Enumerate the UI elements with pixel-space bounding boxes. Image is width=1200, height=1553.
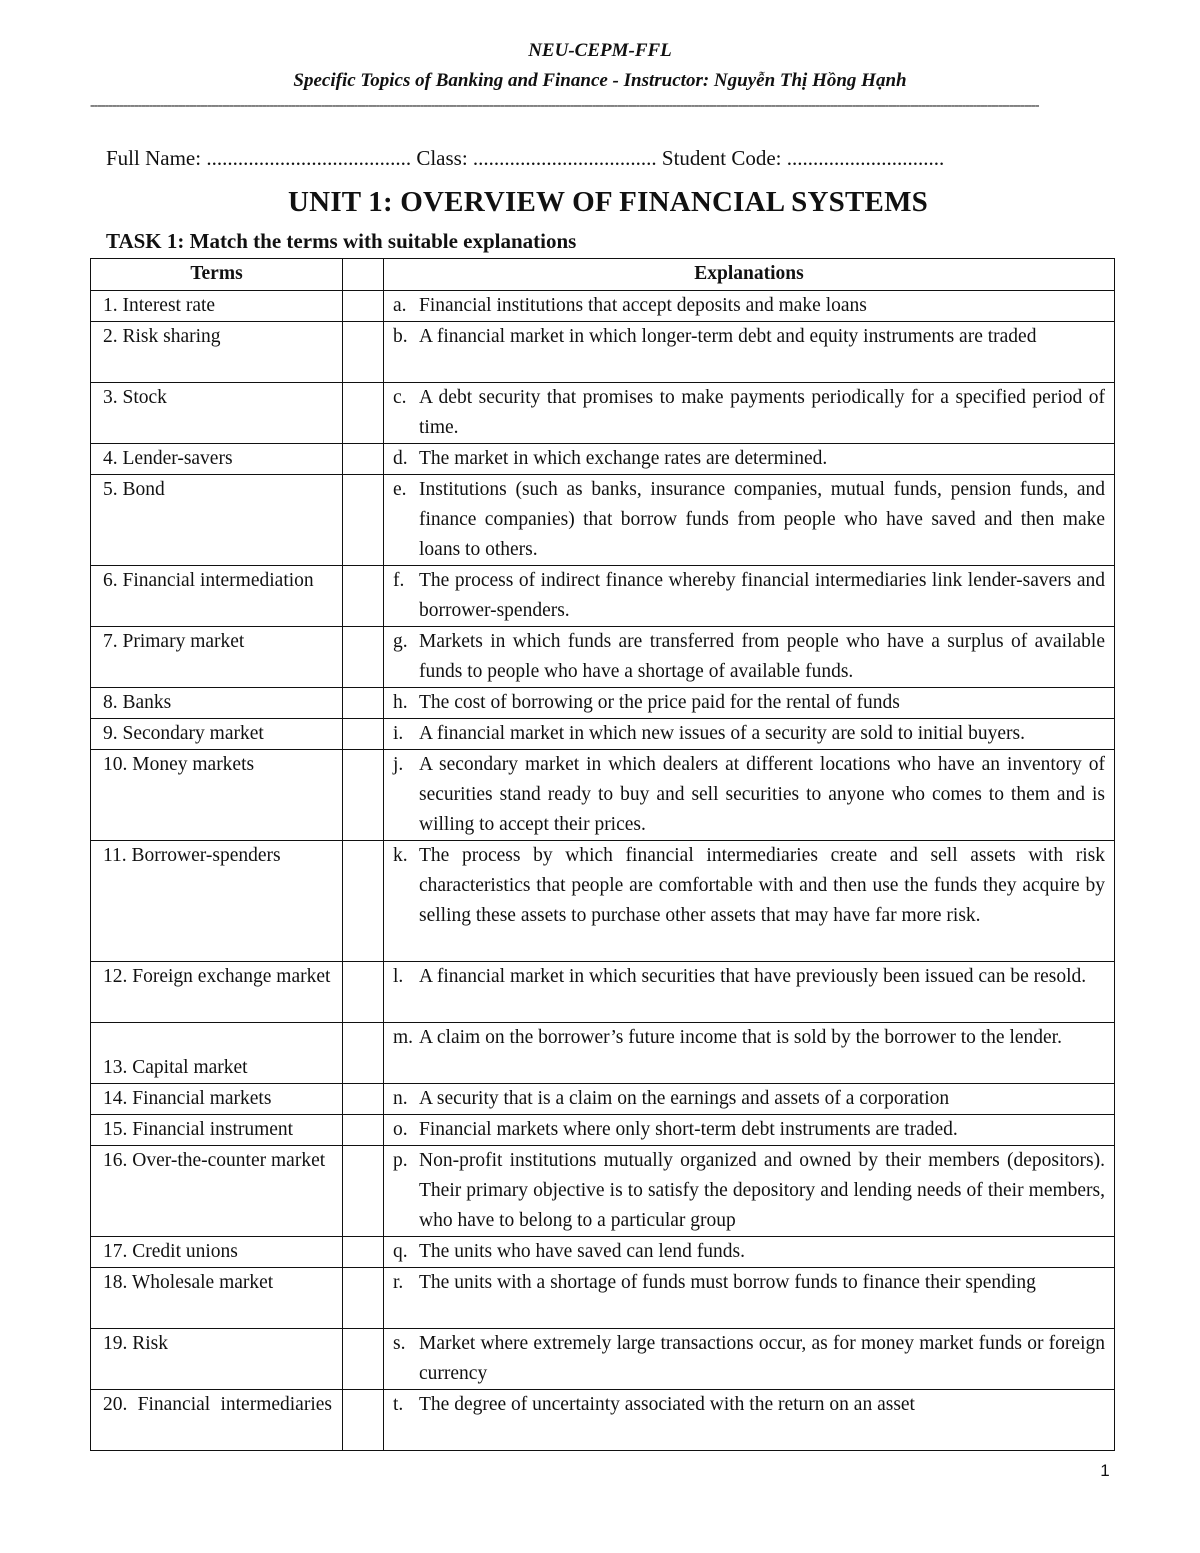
answer-cell[interactable] bbox=[343, 1146, 384, 1237]
explanation-letter: c. bbox=[393, 387, 407, 408]
term-cell: 4. Lender-savers bbox=[91, 444, 343, 475]
explanation-letter: m. bbox=[393, 1027, 414, 1048]
answer-cell[interactable] bbox=[343, 1390, 384, 1451]
explanation-letter: e. bbox=[393, 479, 407, 500]
term-cell: 5. Bond bbox=[91, 475, 343, 566]
explanation-text: A debt security that promises to make payments periodically for a specified period of time. bbox=[419, 387, 1105, 438]
term-cell: 11. Borrower-spenders bbox=[91, 841, 343, 962]
answer-cell[interactable] bbox=[343, 1084, 384, 1115]
explanation-letter: j. bbox=[393, 754, 404, 775]
answer-cell[interactable] bbox=[343, 291, 384, 322]
explanation-text: A secondary market in which dealers at different locations who have an inventory of securities stand ready to buy and sell securities to anyone who comes to them and is willing to accept their prices. bbox=[419, 754, 1105, 835]
explanations-column-header: Explanations bbox=[384, 259, 1115, 291]
table-row bbox=[91, 1115, 1115, 1146]
answer-cell[interactable] bbox=[343, 841, 384, 962]
answer-cell[interactable] bbox=[343, 750, 384, 841]
matching-table bbox=[90, 258, 1115, 1451]
answer-cell[interactable] bbox=[343, 1237, 384, 1268]
explanation-letter: l. bbox=[393, 966, 404, 987]
task-title: TASK 1: Match the terms with suitable explanations bbox=[106, 229, 577, 253]
explanation-text: Markets in which funds are transferred from people who have a surplus of available funds to people who have a shortage of available funds. bbox=[419, 631, 1105, 682]
explanation-text: Institutions (such as banks, insurance companies, mutual funds, pension funds, and finance companies) that borrow funds from people who have saved and then make loans to others. bbox=[419, 479, 1105, 560]
term-cell: 14. Financial markets bbox=[91, 1084, 343, 1115]
explanation-text: The process of indirect finance whereby financial intermediaries link lender-savers and borrower-spenders. bbox=[419, 570, 1105, 621]
table-header-row bbox=[91, 259, 1115, 291]
explanation-text: The market in which exchange rates are determined. bbox=[419, 448, 828, 469]
explanation-text: The units with a shortage of funds must borrow funds to finance their spending bbox=[419, 1272, 1036, 1293]
term-cell: 9. Secondary market bbox=[91, 719, 343, 750]
table-row bbox=[91, 566, 1115, 627]
answer-cell[interactable] bbox=[343, 475, 384, 566]
explanation-text: A financial market in which new issues of a security are sold to initial buyers. bbox=[419, 723, 1025, 744]
table-row bbox=[91, 383, 1115, 444]
answer-cell[interactable] bbox=[343, 688, 384, 719]
answer-cell[interactable] bbox=[343, 1115, 384, 1146]
term-cell: 6. Financial intermediation bbox=[91, 566, 343, 627]
explanation-text: A financial market in which longer-term debt and equity instruments are traded bbox=[419, 326, 1037, 347]
explanation-text: The process by which financial intermediaries create and sell assets with risk characteristics that people are comfortable with and then use the funds they acquire by selling these assets to purchase other assets that may have far more risk. bbox=[419, 845, 1105, 926]
explanation-letter: h. bbox=[393, 692, 408, 713]
table-row bbox=[91, 627, 1115, 688]
explanation-letter: p. bbox=[393, 1150, 408, 1171]
explanation-text: The units who have saved can lend funds. bbox=[419, 1241, 745, 1262]
explanation-letter: k. bbox=[393, 845, 408, 866]
explanation-text: Financial markets where only short-term debt instruments are traded. bbox=[419, 1119, 958, 1140]
table-row bbox=[91, 688, 1115, 719]
term-cell: 19. Risk bbox=[91, 1329, 343, 1390]
table-row bbox=[91, 719, 1115, 750]
term-cell: 16. Over-the-counter market bbox=[91, 1146, 343, 1237]
term-cell: 8. Banks bbox=[91, 688, 343, 719]
table-row bbox=[91, 962, 1115, 1023]
header-course-title: Specific Topics of Banking and Finance - Instructor: Nguyễn Thị Hồng Hạnh bbox=[293, 70, 907, 91]
answer-cell[interactable] bbox=[343, 566, 384, 627]
explanation-text: A security that is a claim on the earnings and assets of a corporation bbox=[419, 1088, 950, 1109]
student-info-line: Full Name: ....................................... Class: ................................... Student Code: .............................. bbox=[106, 146, 945, 170]
explanation-letter: d. bbox=[393, 448, 408, 469]
explanation-letter: s. bbox=[393, 1333, 406, 1354]
term-cell: 7. Primary market bbox=[91, 627, 343, 688]
term-cell: 10. Money markets bbox=[91, 750, 343, 841]
unit-title: UNIT 1: OVERVIEW OF FINANCIAL SYSTEMS bbox=[288, 186, 928, 218]
explanation-letter: f. bbox=[393, 570, 405, 591]
explanation-text: Financial institutions that accept deposits and make loans bbox=[419, 295, 867, 316]
explanation-text: A financial market in which securities that have previously been issued can be resold. bbox=[419, 966, 1087, 987]
explanation-text: Non-profit institutions mutually organized and owned by their members (depositors). Their primary objective is to satisfy the depository and lending needs of their members, who have to belong to a particular group bbox=[419, 1150, 1105, 1231]
term-cell: 2. Risk sharing bbox=[91, 322, 343, 383]
term-cell: 1. Interest rate bbox=[91, 291, 343, 322]
explanation-letter: b. bbox=[393, 326, 408, 347]
answer-cell[interactable] bbox=[343, 383, 384, 444]
explanation-text: The degree of uncertainty associated with the return on an asset bbox=[419, 1394, 915, 1415]
answer-cell[interactable] bbox=[343, 322, 384, 383]
answer-cell[interactable] bbox=[343, 444, 384, 475]
answer-cell[interactable] bbox=[343, 627, 384, 688]
explanation-letter: g. bbox=[393, 631, 408, 652]
term-cell: 20. Financial intermediaries bbox=[91, 1390, 343, 1451]
table-row bbox=[91, 322, 1115, 383]
explanation-letter: q. bbox=[393, 1241, 408, 1262]
table-row bbox=[91, 1084, 1115, 1115]
table-row bbox=[91, 291, 1115, 322]
page-number: 1 bbox=[1100, 1461, 1110, 1480]
term-cell: 12. Foreign exchange market bbox=[91, 962, 343, 1023]
header-organization: NEU-CEPM-FFL bbox=[528, 40, 672, 61]
answer-cell[interactable] bbox=[343, 1329, 384, 1390]
header-divider: ------------------------------------------------------------------------------------------------------------------------------------------------------------------------------------------------------------------------------------------------------------------- bbox=[90, 98, 1039, 113]
term-cell: 18. Wholesale market bbox=[91, 1268, 343, 1329]
answer-cell[interactable] bbox=[343, 1268, 384, 1329]
answer-cell[interactable] bbox=[343, 1023, 384, 1084]
table-row bbox=[91, 444, 1115, 475]
explanation-letter: o. bbox=[393, 1119, 408, 1140]
explanation-letter: i. bbox=[393, 723, 404, 744]
term-cell: 13. Capital market bbox=[91, 1023, 343, 1084]
explanation-text: A claim on the borrower’s future income that is sold by the borrower to the lender. bbox=[419, 1027, 1062, 1048]
explanation-text: Market where extremely large transactions occur, as for money market funds or foreign currency bbox=[419, 1333, 1105, 1384]
blank-column-header bbox=[343, 259, 384, 291]
explanation-text: The cost of borrowing or the price paid for the rental of funds bbox=[419, 692, 900, 713]
table-row bbox=[91, 1146, 1115, 1237]
term-cell: 15. Financial instrument bbox=[91, 1115, 343, 1146]
explanation-letter: r. bbox=[393, 1272, 404, 1293]
table-row bbox=[91, 1329, 1115, 1390]
answer-cell[interactable] bbox=[343, 719, 384, 750]
table-row bbox=[91, 1237, 1115, 1268]
table-row bbox=[91, 1268, 1115, 1329]
terms-column-header: Terms bbox=[91, 259, 343, 291]
table-row bbox=[91, 1390, 1115, 1451]
term-cell: 3. Stock bbox=[91, 383, 343, 444]
table-row bbox=[91, 1023, 1115, 1084]
table-row bbox=[91, 750, 1115, 841]
answer-cell[interactable] bbox=[343, 962, 384, 1023]
explanation-letter: a. bbox=[393, 295, 407, 316]
table-row bbox=[91, 475, 1115, 566]
explanation-letter: t. bbox=[393, 1394, 404, 1415]
table-row bbox=[91, 841, 1115, 962]
explanation-letter: n. bbox=[393, 1088, 408, 1109]
term-cell: 17. Credit unions bbox=[91, 1237, 343, 1268]
